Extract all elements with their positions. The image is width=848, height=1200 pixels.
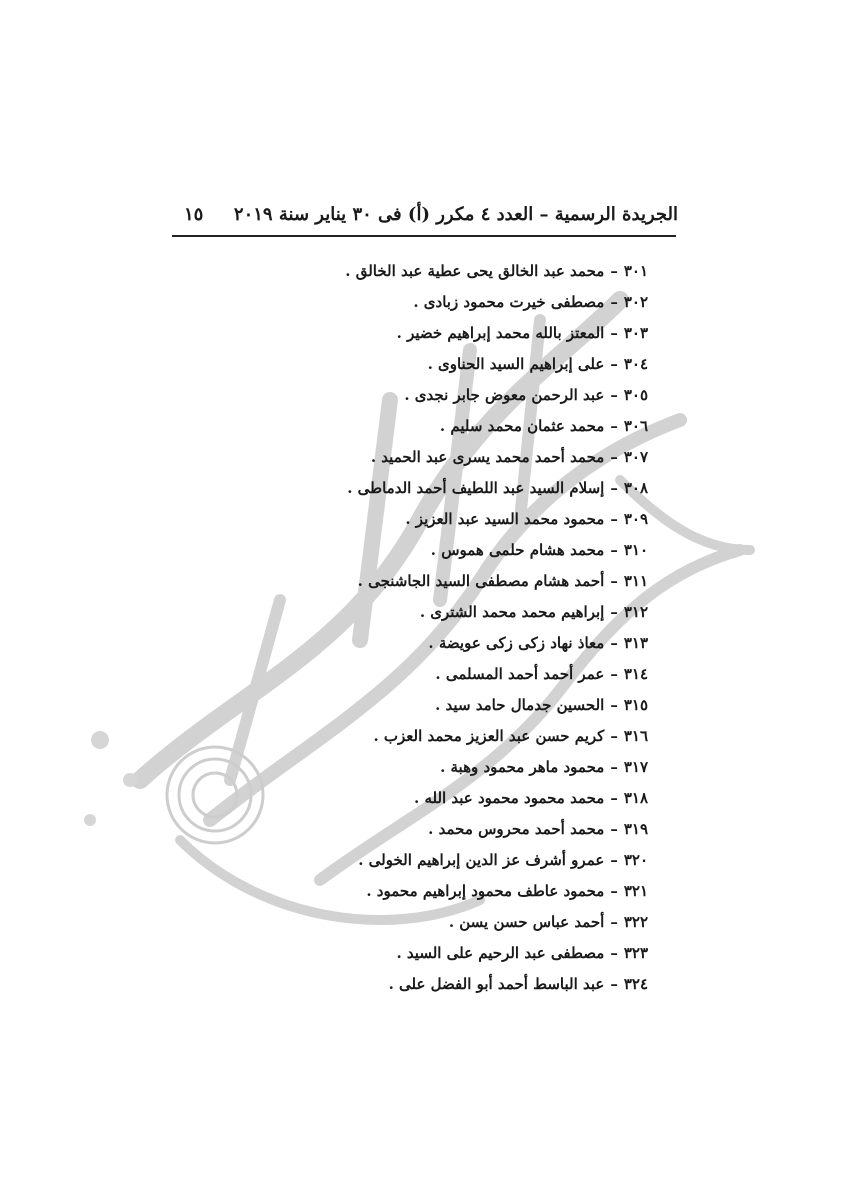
list-item [168, 473, 648, 504]
entry-number: ٣٠٦ [623, 417, 648, 435]
entry-dash: – [610, 541, 618, 559]
list-item [168, 721, 648, 752]
entry-number: ٣٠٨ [623, 479, 648, 497]
list-item [168, 845, 648, 876]
page-header [170, 200, 678, 230]
entry-dash: – [610, 324, 618, 342]
entry-dash: – [610, 913, 618, 931]
entry-name: إسلام السيد عبد اللطيف أحمد الدماطى . [347, 479, 605, 497]
entry-dash: – [610, 448, 618, 466]
entry-number: ٣١٤ [623, 665, 648, 683]
list-item [168, 566, 648, 597]
entry-number: ٣٠٣ [623, 324, 648, 342]
entry-number: ٣١٥ [623, 696, 648, 714]
header-divider [172, 235, 676, 237]
list-item [168, 504, 648, 535]
entry-dash: – [610, 851, 618, 869]
entry-number: ٣٠٧ [623, 448, 648, 466]
entry-name: عبد الباسط أحمد أبو الفضل على . [388, 975, 605, 993]
entry-name: محمود ماهر محمود وهبة . [440, 758, 605, 776]
entry-dash: – [610, 262, 618, 280]
entry-name: محمود عاطف محمود إبراهيم محمود . [366, 882, 605, 900]
entry-name: كريم حسن عبد العزيز محمد العزب . [373, 727, 605, 745]
entry-dash: – [610, 727, 618, 745]
entry-name: عبد الرحمن معوض جابر نجدى . [404, 386, 605, 404]
entry-number: ٣١٨ [623, 789, 648, 807]
entry-number: ٣٢٤ [623, 975, 648, 993]
list-item [168, 876, 648, 907]
list-item [168, 597, 648, 628]
entry-dash: – [610, 386, 618, 404]
entry-number: ٣٠٢ [623, 293, 648, 311]
entry-dash: – [610, 758, 618, 776]
entry-number: ٣١٧ [623, 758, 648, 776]
entry-dash: – [610, 789, 618, 807]
entry-number: ٣١٢ [623, 603, 648, 621]
entry-name: أحمد عباس حسن يسن . [448, 913, 605, 931]
entry-number: ٣١١ [623, 572, 648, 590]
list-item [168, 256, 648, 287]
entry-name: معاذ نهاد زكى زكى عويضة . [428, 634, 605, 652]
entry-dash: – [610, 696, 618, 714]
entry-name: عمر أحمد أحمد المسلمى . [435, 665, 605, 683]
list-item [168, 907, 648, 938]
entry-number: ٣١٦ [623, 727, 648, 745]
list-item [168, 690, 648, 721]
list-item [168, 535, 648, 566]
entry-dash: – [610, 479, 618, 497]
entry-dash: – [610, 665, 618, 683]
list-item [168, 814, 648, 845]
entry-number: ٣٠٥ [623, 386, 648, 404]
entry-number: ٣٢٠ [623, 851, 648, 869]
entry-name: عمرو أشرف عز الدين إبراهيم الخولى . [358, 851, 605, 869]
list-item [168, 628, 648, 659]
entry-name: مصطفى عبد الرحيم على السيد . [396, 944, 605, 962]
entry-dash: – [610, 634, 618, 652]
entry-name: أحمد هشام مصطفى السيد الجاشنجى . [357, 572, 605, 590]
entry-dash: – [610, 603, 618, 621]
entry-number: ٣١٠ [623, 541, 648, 559]
entry-number: ٣١٩ [623, 820, 648, 838]
entry-number: ٣١٣ [623, 634, 648, 652]
entry-number: ٣٠٤ [623, 355, 648, 373]
entry-name: على إبراهيم السيد الحناوى . [427, 355, 605, 373]
entry-number: ٣٢٣ [623, 944, 648, 962]
list-item [168, 752, 648, 783]
gazette-title: الجريدة الرسمية – العدد ٤ مكرر (أ) فى ٣٠ يناير سنة ٢٠١٩ [233, 204, 678, 225]
entry-dash: – [610, 975, 618, 993]
entry-name: محمد أحمد محروس محمد . [428, 820, 605, 838]
list-item [168, 411, 648, 442]
list-item [168, 969, 648, 1000]
entry-name: محمد هشام حلمى هموس . [430, 541, 605, 559]
entry-name: محمد محمود محمود عبد الله . [414, 789, 605, 807]
entry-number: ٣٢٢ [623, 913, 648, 931]
entry-dash: – [610, 572, 618, 590]
list-item [168, 938, 648, 969]
entry-dash: – [610, 510, 618, 528]
list-item [168, 287, 648, 318]
entry-name: محمود محمد السيد عبد العزيز . [405, 510, 605, 528]
entry-dash: – [610, 882, 618, 900]
entry-name: الحسين جدمال حامد سيد . [435, 696, 605, 714]
entry-dash: – [610, 944, 618, 962]
list-item [168, 659, 648, 690]
list-item [168, 349, 648, 380]
list-item [168, 380, 648, 411]
entry-number: ٣٢١ [623, 882, 648, 900]
entry-number: ٣٠١ [623, 262, 648, 280]
entry-dash: – [610, 417, 618, 435]
entry-name: محمد أحمد محمد يسرى عبد الحميد . [370, 448, 605, 466]
entry-dash: – [610, 820, 618, 838]
list-item [168, 442, 648, 473]
entry-dash: – [610, 293, 618, 311]
entry-dash: – [610, 355, 618, 373]
list-item [168, 318, 648, 349]
list-item [168, 783, 648, 814]
entry-name: محمد عبد الخالق يحى عطية عبد الخالق . [345, 262, 605, 280]
entry-name: محمد عثمان محمد سليم . [439, 417, 605, 435]
names-list [168, 256, 648, 1000]
page-number: ١٥ [184, 204, 204, 225]
entry-name: مصطفى خيرت محمود زبادى . [413, 293, 605, 311]
entry-name: المعتز بالله محمد إبراهيم خضير . [396, 324, 605, 342]
entry-number: ٣٠٩ [623, 510, 648, 528]
entry-name: إبراهيم محمد محمد الشترى . [419, 603, 605, 621]
